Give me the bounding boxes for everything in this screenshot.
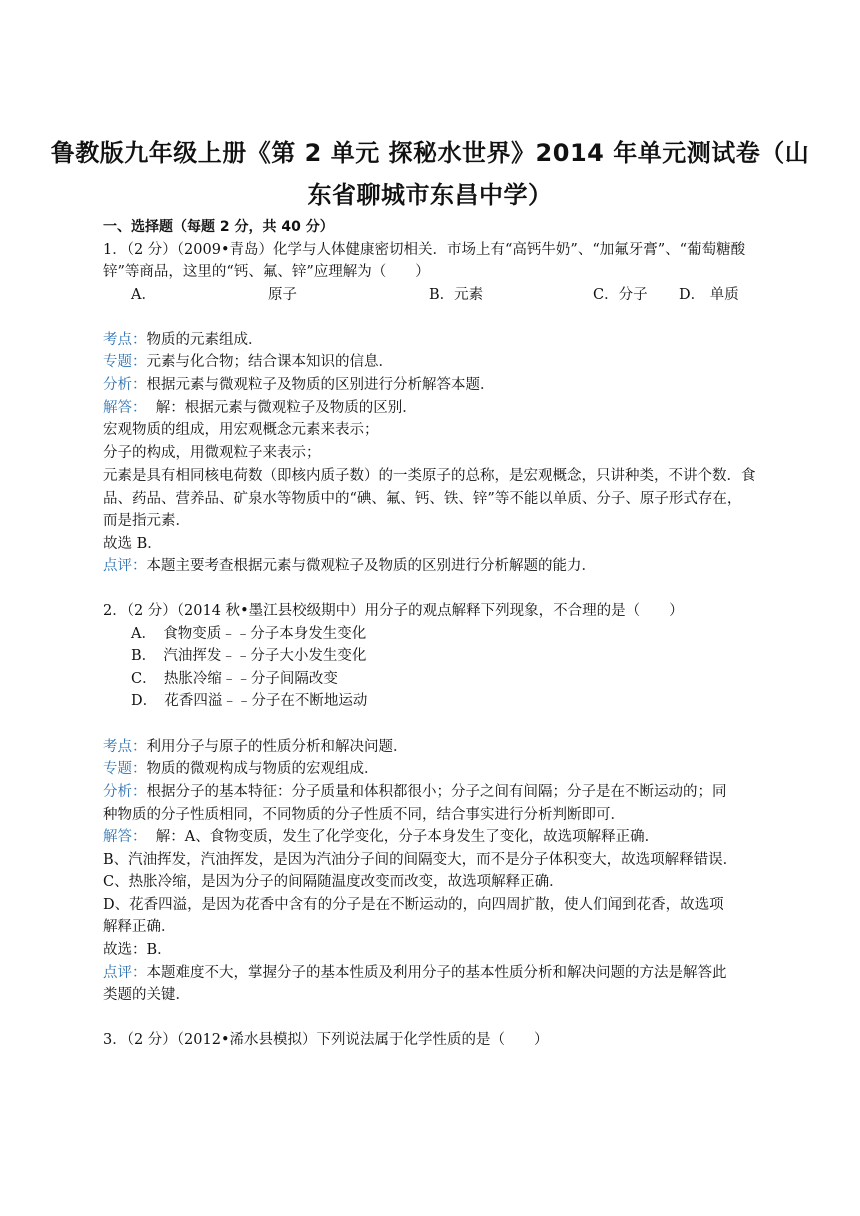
q2-dianping-line-2: 类题的关键． (103, 987, 190, 1003)
q2-option-c: C． 热胀冷缩﹣﹣分子间隔改变 (131, 671, 338, 687)
q2-zhuanti-text: 物质的微观构成与物质的宏观组成． (146, 761, 379, 777)
q1-stem-line-2: 锌”等商品，这里的“钙、氟、锌”应理解为（ ） (103, 264, 430, 280)
fenxi-label: 分析： (103, 377, 147, 393)
section-heading: 一、选择题（每题 2 分，共 40 分） (103, 219, 334, 235)
q2-dianping (103, 963, 727, 983)
q1-body-line-2: 分子的构成，用微观粒子来表示； (103, 445, 321, 461)
q1-option-d: D． 单质 (679, 287, 739, 303)
q1-body-line-6: 故选 B． (103, 536, 162, 552)
q2-kaodian (103, 737, 408, 757)
q2-stem: 2．（2 分）（2014 秋•墨江县校级期中）用分子的观点解释下列现象，不合理的是（ ） (103, 603, 684, 619)
q2-fenxi (103, 782, 727, 802)
q1-option-a-text: 原子 (268, 287, 297, 303)
q1-body-line-3: 元素是具有相同核电荷数（即核内质子数）的一类原子的总称，是宏观概念，只讲种类，不讲个数．食 (103, 468, 756, 484)
fenxi-label: 分析： (103, 784, 147, 800)
q1-body-line-5: 而是指元素． (103, 513, 190, 529)
q1-dianping (103, 556, 596, 576)
q2-zhuanti (103, 759, 379, 779)
q1-dianping-text: 本题主要考查根据元素与微观粒子及物质的区别进行分析解题的能力． (146, 558, 596, 574)
q1-zhuanti-text: 元素与化合物；结合课本知识的信息． (146, 354, 393, 370)
q2-body-line-5: 故选：B． (103, 942, 172, 958)
zhuanti-label: 专题： (103, 761, 147, 777)
q2-dianping-text: 本题难度不大，掌握分子的基本性质及利用分子的基本性质分析和解决问题的方法是解答此 (146, 965, 727, 981)
document-title-line-1: 鲁教版九年级上册《第 2 单元 探秘水世界》2014 年单元测试卷（山 (50, 139, 810, 167)
q2-option-b: B． 汽油挥发﹣﹣分子大小发生变化 (131, 648, 367, 664)
q2-body-line-3: D、花香四溢，是因为花香中含有的分子是在不断运动的，向四周扩散，使人们闻到花香，故选项 (103, 897, 724, 913)
q2-body-line-4: 解释正确． (103, 919, 176, 935)
jieda-label: 解答： (103, 400, 147, 416)
q1-stem-line-1: 1．（2 分）（2009•青岛）化学与人体健康密切相关．市场上有“高钙牛奶”、“加氟牙膏”、“葡萄糖酸 (103, 242, 746, 258)
dianping-label: 点评： (103, 965, 147, 981)
document-title-line-2: 东省聊城市东昌中学） (307, 181, 553, 209)
q1-kaodian-text: 物质的元素组成． (146, 332, 263, 348)
q2-kaodian-text: 利用分子与原子的性质分析和解决问题． (146, 739, 408, 755)
q2-option-a: A． 食物变质﹣﹣分子本身发生变化 (131, 626, 367, 642)
q2-fenxi-line-2: 种物质的分子性质相同，不同物质的分子性质不同，结合事实进行分析判断即可． (103, 807, 625, 823)
jieda-label: 解答： (103, 829, 147, 845)
q1-zhuanti (103, 352, 393, 372)
q1-option-a-letter: A． (131, 287, 156, 303)
q2-jieda-text: 解：A、食物变质，发生了化学变化，分子本身发生了变化，故选项解释正确． (146, 829, 660, 845)
q2-jieda (103, 827, 659, 847)
q1-option-b: B．元素 (429, 287, 484, 303)
q2-option-d: D． 花香四溢﹣﹣分子在不断地运动 (131, 693, 368, 709)
kaodian-label: 考点： (103, 739, 147, 755)
q1-option-c: C．分子 (593, 287, 648, 303)
q1-jieda (103, 398, 417, 418)
kaodian-label: 考点： (103, 332, 147, 348)
q1-jieda-text: 解：根据元素与微观粒子及物质的区别． (146, 400, 417, 416)
q2-fenxi-text: 根据分子的基本特征：分子质量和体积都很小；分子之间有间隔；分子是在不断运动的；同 (146, 784, 727, 800)
q1-fenxi (103, 375, 495, 395)
q2-body-line-2: C、热胀冷缩，是因为分子的间隔随温度改变而改变，故选项解释正确． (103, 874, 564, 890)
zhuanti-label: 专题： (103, 354, 147, 370)
q1-kaodian (103, 330, 263, 350)
q1-body-line-4: 品、药品、营养品、矿泉水等物质中的“碘、氟、钙、铁、锌”等不能以单质、分子、原子形式存在， (103, 491, 742, 507)
q1-fenxi-text: 根据元素与微观粒子及物质的区别进行分析解答本题． (146, 377, 495, 393)
q1-body-line-1: 宏观物质的组成，用宏观概念元素来表示； (103, 422, 379, 438)
dianping-label: 点评： (103, 558, 147, 574)
q2-body-line-1: B、汽油挥发，汽油挥发，是因为汽油分子间的间隔变大，而不是分子体积变大，故选项解释错误． (103, 852, 738, 868)
q3-stem: 3．（2 分）（2012•浠水县模拟）下列说法属于化学性质的是（ ） (103, 1032, 549, 1048)
